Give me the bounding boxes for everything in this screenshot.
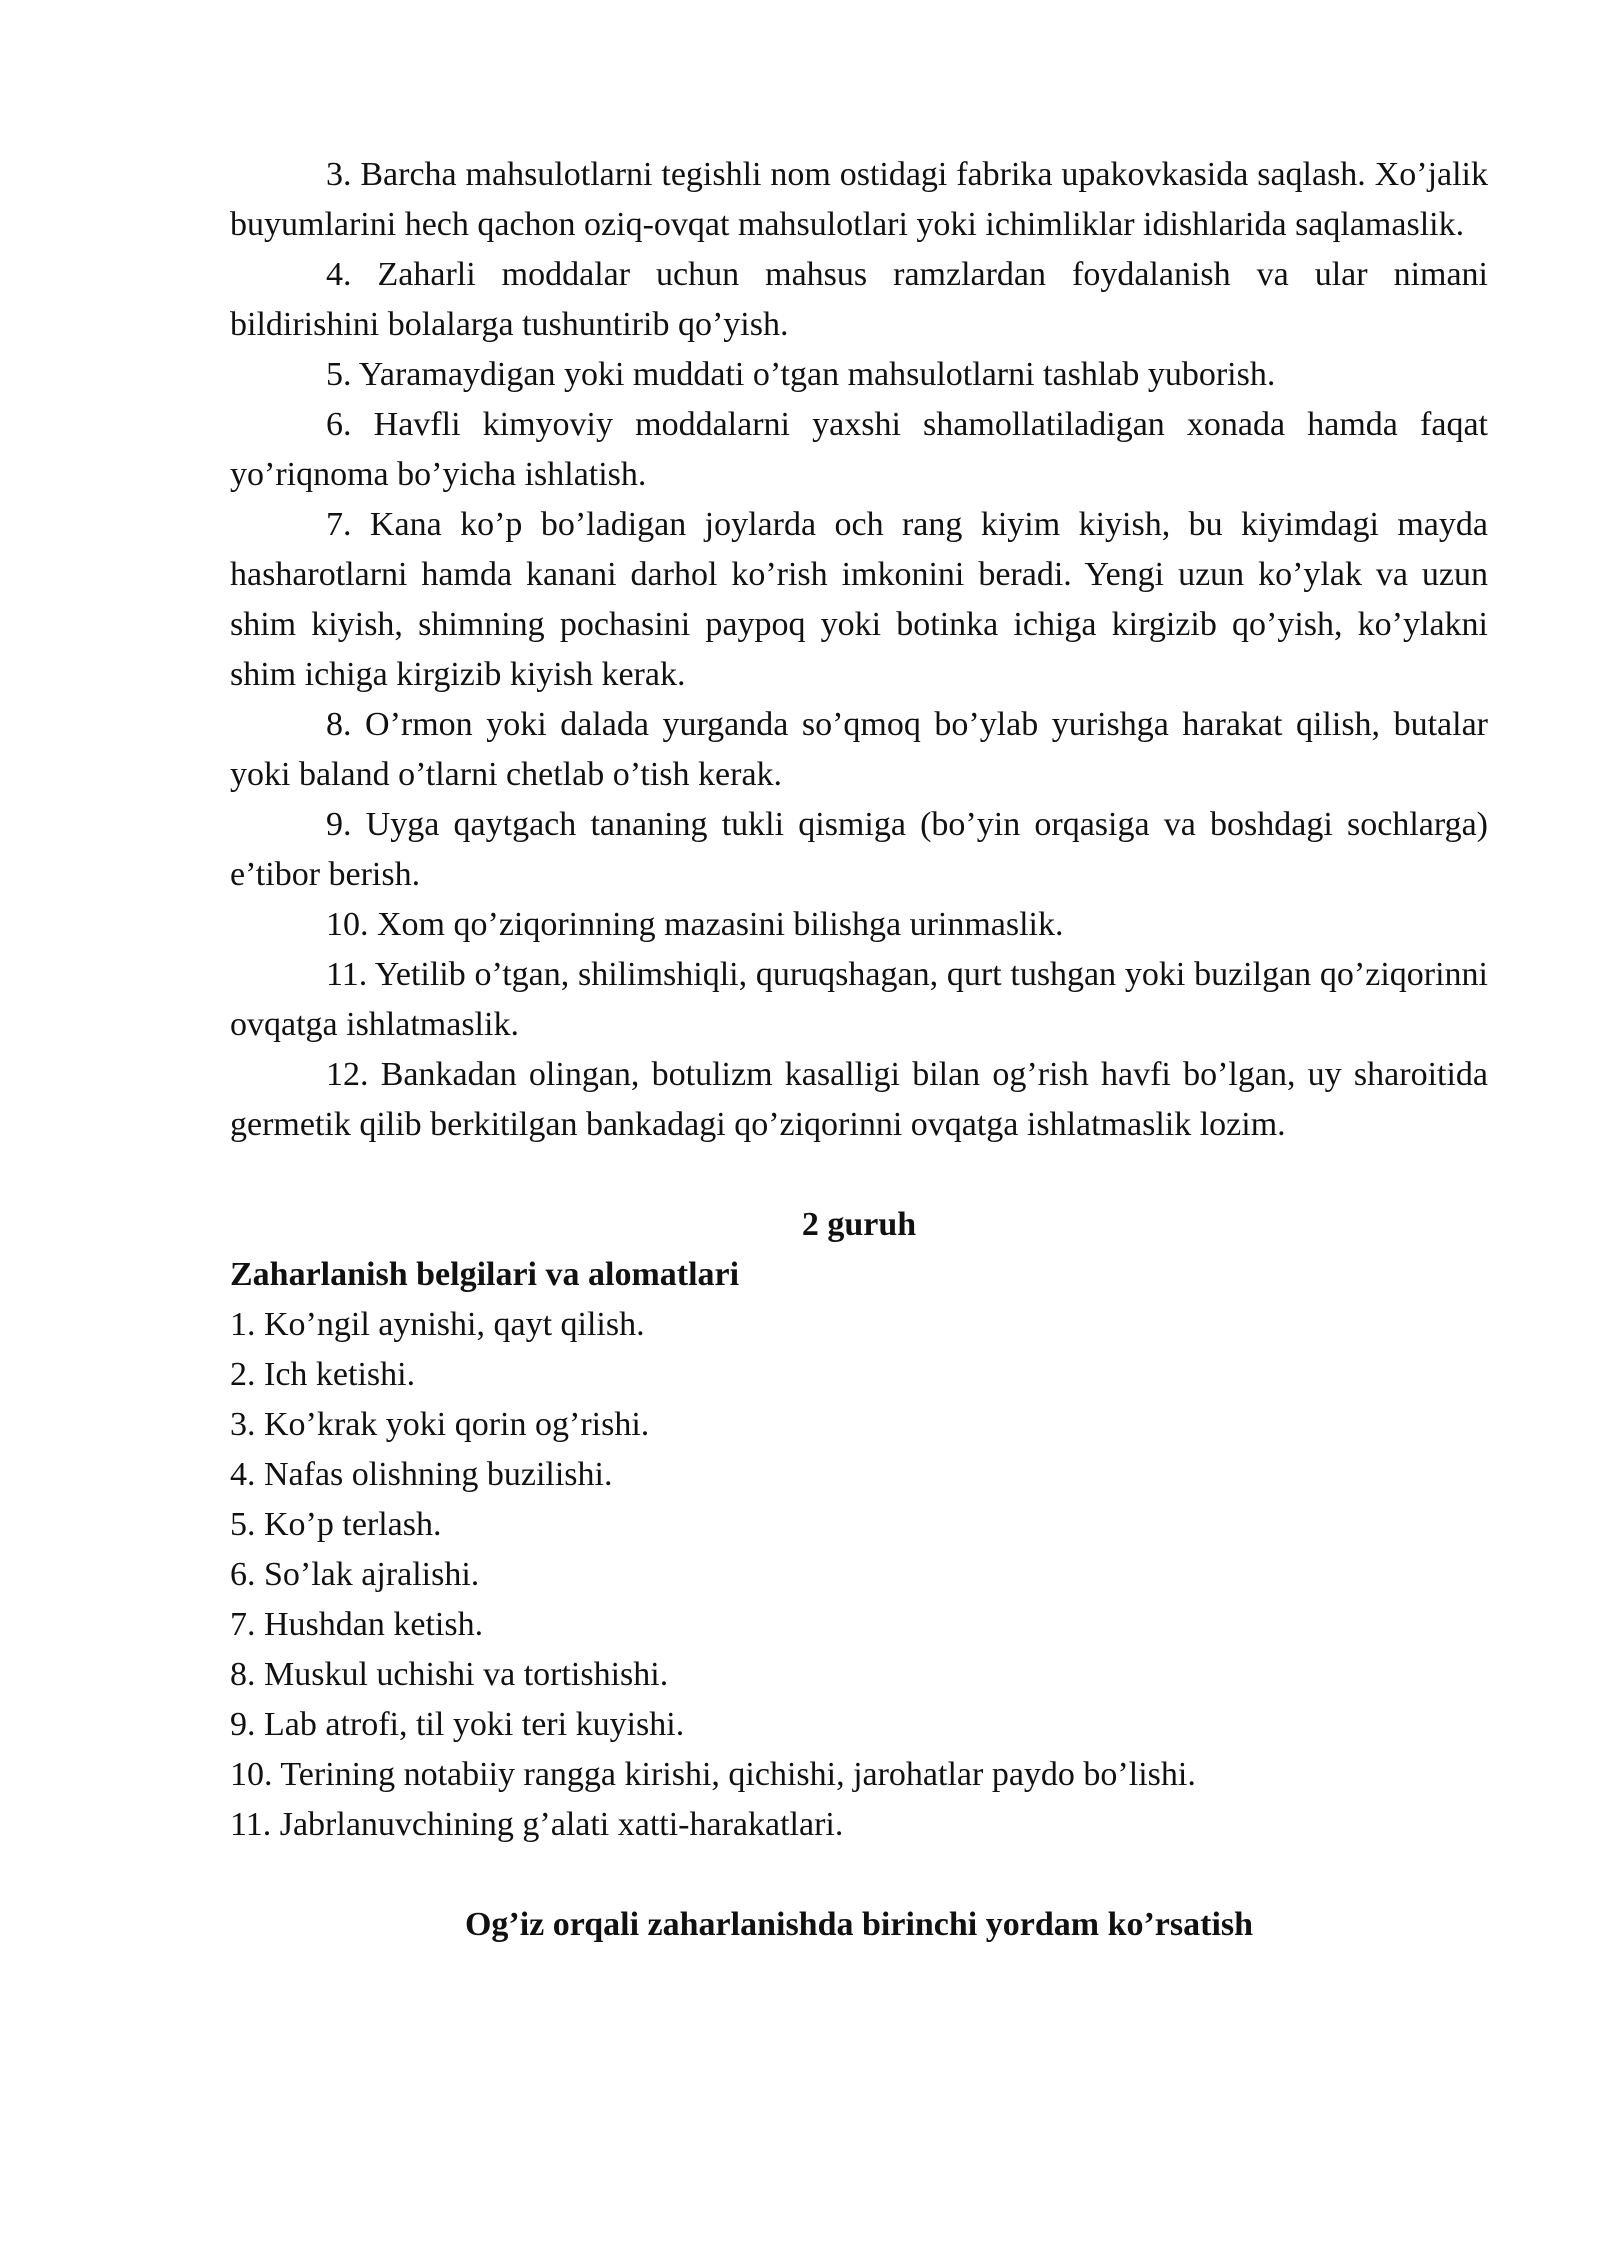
list-item: 11. Jabrlanuvchining g’alati xatti-harakatlari. (230, 1806, 844, 1843)
list-item: 2. Ich ketishi. (230, 1356, 416, 1393)
rule-paragraph-12: 12. Bankadan olingan, botulizm kasalligi bilan og’rish havfi bo’lgan, uy sharoitida germetik qilib berkitilgan bankadagi qo’ziqorinni ovqatga ishlatmaslik lozim. (230, 1056, 1488, 1143)
section-spacer (230, 1150, 1488, 1200)
symptoms-list (230, 1300, 1488, 1850)
list-item: 9. Lab atrofi, til yoki teri kuyishi. (230, 1706, 685, 1743)
first-aid-heading: Og’iz orqali zaharlanishda birinchi yordam ko’rsatish (464, 1906, 1254, 1943)
rule-paragraph-3: 3. Barcha mahsulotlarni tegishli nom ostidagi fabrika upakovkasida saqlash. Xo’jalik buyumlarini hech qachon oziq-ovqat mahsulotlari yoki ichimliklar idishlarida saqlamaslik. (230, 156, 1488, 243)
symptoms-heading: Zaharlanish belgilari va alomatlari (230, 1256, 740, 1293)
rule-paragraph-6: 6. Havfli kimyoviy moddalarni yaxshi shamollatiladigan xonada hamda faqat yo’riqnoma bo’yicha ishlatish. (230, 406, 1488, 493)
list-item: 8. Muskul uchishi va tortishishi. (230, 1656, 669, 1693)
rule-paragraph-5: 5. Yaramaydigan yoki muddati o’tgan mahsulotlarni tashlab yuborish. (326, 356, 1276, 393)
rule-paragraph-9: 9. Uyga qaytgach tananing tukli qismiga (bo’yin orqasiga va boshdagi sochlarga) e’tibor berish. (230, 806, 1488, 893)
rule-paragraph-7: 7. Kana ko’p bo’ladigan joylarda och rang kiyim kiyish, bu kiyimdagi mayda hasharotlarni hamda kanani darhol ko’rish imkonini beradi. Yengi uzun ko’ylak va uzun shim kiyish, shimning pochasini paypoq yoki botinka ichiga kirgizib qo’yish, ko’ylakni shim ichiga kirgizib kiyish kerak. (230, 506, 1488, 693)
section-spacer (230, 1850, 1488, 1900)
rule-paragraph-11: 11. Yetilib o’tgan, shilimshiqli, quruqshagan, qurt tushgan yoki buzilgan qo’ziqorinni ovqatga ishlatmaslik. (230, 956, 1488, 1043)
rule-paragraph-10: 10. Xom qo’ziqorinning mazasini bilishga urinmaslik. (326, 906, 1064, 943)
list-item: 3. Ko’krak yoki qorin og’rishi. (230, 1406, 650, 1443)
text-column (230, 150, 1488, 1950)
rule-paragraph-4: 4. Zaharli moddalar uchun mahsus ramzlardan foydalanish va ular nimani bildirishini bolalarga tushuntirib qo’yish. (230, 256, 1488, 343)
list-item: 7. Hushdan ketish. (230, 1606, 484, 1643)
list-item: 10. Terining notabiiy rangga kirishi, qichishi, jarohatlar paydo bo’lishi. (230, 1756, 1196, 1793)
rule-paragraph-8: 8. O’rmon yoki dalada yurganda so’qmoq bo’ylab yurishga harakat qilish, butalar yoki baland o’tlarni chetlab o’tish kerak. (230, 706, 1488, 793)
group-heading: 2 guruh (801, 1206, 917, 1243)
list-item: 5. Ko’p terlash. (230, 1506, 442, 1543)
list-item: 6. So’lak ajralishi. (230, 1556, 480, 1593)
list-item: 4. Nafas olishning buzilishi. (230, 1456, 613, 1493)
list-item: 1. Ko’ngil aynishi, qayt qilish. (230, 1306, 645, 1343)
